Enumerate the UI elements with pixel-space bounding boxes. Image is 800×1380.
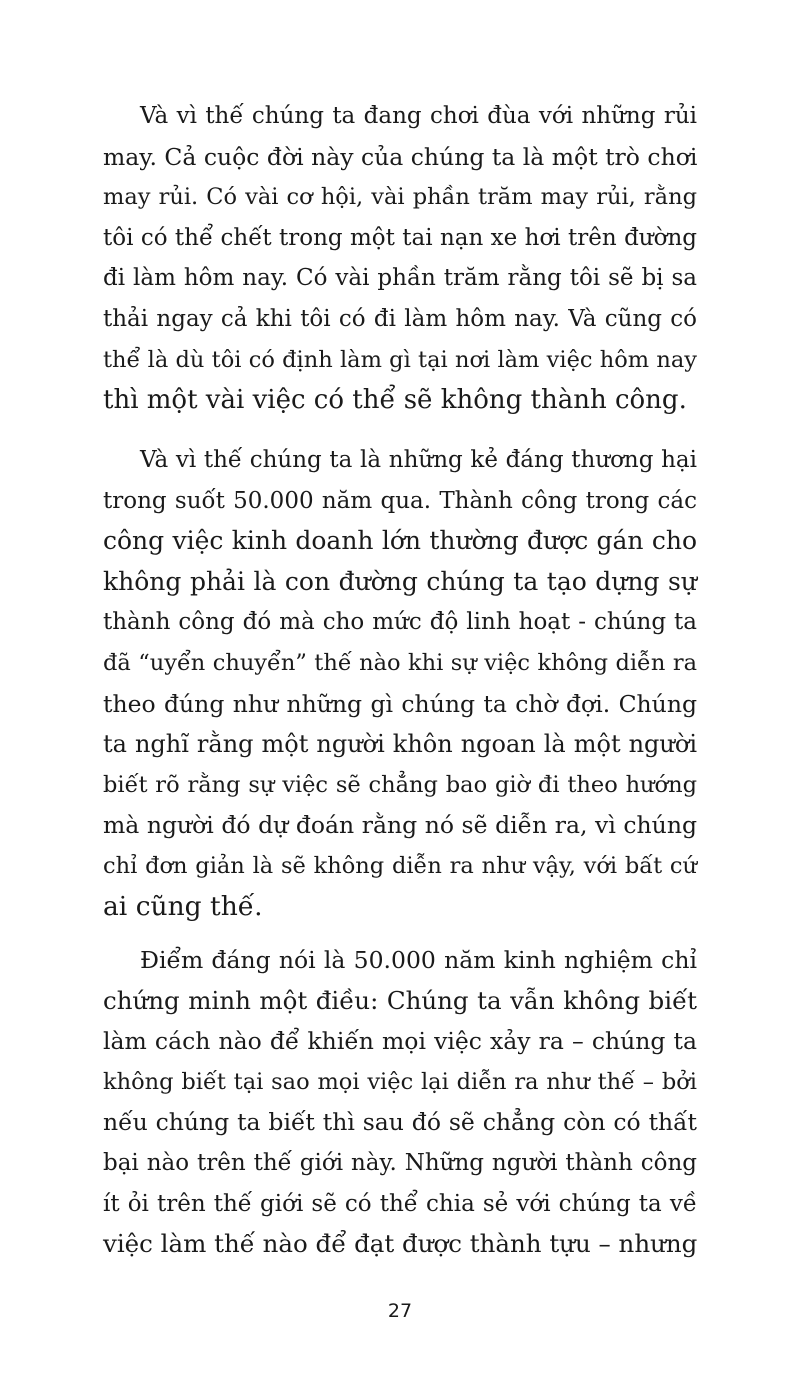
text-line: đi làm hôm nay. Có vài phần trăm rằng tôi sẽ bị sa <box>103 265 697 292</box>
text-line: không biết tại sao mọi việc lại diễn ra như thế – bởi <box>103 1068 697 1095</box>
text-line: thể là dù tôi có định làm gì tại nơi làm việc hôm nay <box>103 346 697 373</box>
text-line: Và vì thế chúng ta đang chơi đùa với những rủi <box>140 103 697 129</box>
paragraph-1 <box>103 96 697 421</box>
text-line: chỉ đơn giản là sẽ không diễn ra như vậy, với bất cứ <box>103 852 697 879</box>
text-line: làm cách nào để khiến mọi việc xảy ra – chúng ta <box>103 1027 697 1056</box>
text-line: ít ỏi trên thế giới sẽ có thể chia sẻ với chúng ta về <box>103 1190 697 1217</box>
text-line: việc làm thế nào để đạt được thành tựu – nhưng <box>103 1229 698 1259</box>
text-line: thải ngay cả khi tôi có đi làm hôm nay. Và cũng có <box>103 305 697 332</box>
text-line: không phải là con đường chúng ta tạo dựng sự <box>103 566 697 596</box>
text-line: chứng minh một điều: Chúng ta vẫn không biết <box>103 985 697 1015</box>
text-line: may rủi. Có vài cơ hội, vài phần trăm may rủi, rằng <box>103 184 697 211</box>
text-line: đã “uyển chuyển” thế nào khi sự việc không diễn ra <box>103 649 697 676</box>
text-line: nếu chúng ta biết thì sau đó sẽ chẳng còn có thất <box>103 1108 697 1137</box>
text-line: may. Cả cuộc đời này của chúng ta là một trò chơi <box>103 142 698 171</box>
paragraph-2 <box>103 440 697 927</box>
text-line: ai cũng thế. <box>103 890 263 922</box>
text-line: Và vì thế chúng ta là những kẻ đáng thương hại <box>140 447 697 473</box>
text-line: trong suốt 50.000 năm qua. Thành công trong các <box>103 487 697 514</box>
text-line: mà người đó dự đoán rằng nó sẽ diễn ra, vì chúng <box>103 811 697 840</box>
text-line: thì một vài việc có thể sẽ không thành công. <box>103 385 687 416</box>
text-line: Điểm đáng nói là 50.000 năm kinh nghiệm chỉ <box>140 946 697 974</box>
text-line: tôi có thể chết trong một tai nạn xe hơi trên đường <box>103 224 697 251</box>
text-line: bại nào trên thế giới này. Những người thành công <box>103 1149 697 1176</box>
text-line: công việc kinh doanh lớn thường được gán cho <box>103 526 697 556</box>
text-line: theo đúng như những gì chúng ta chờ đợi. Chúng <box>103 689 697 718</box>
text-line: biết rõ rằng sự việc sẽ chẳng bao giờ đi theo hướng <box>103 771 697 798</box>
text-line: ta nghĩ rằng một người khôn ngoan là một người <box>103 730 697 759</box>
paragraph-3 <box>103 940 697 1265</box>
page-number: 27 <box>387 1300 413 1322</box>
text-line: thành công đó mà cho mức độ linh hoạt - chúng ta <box>103 609 697 636</box>
